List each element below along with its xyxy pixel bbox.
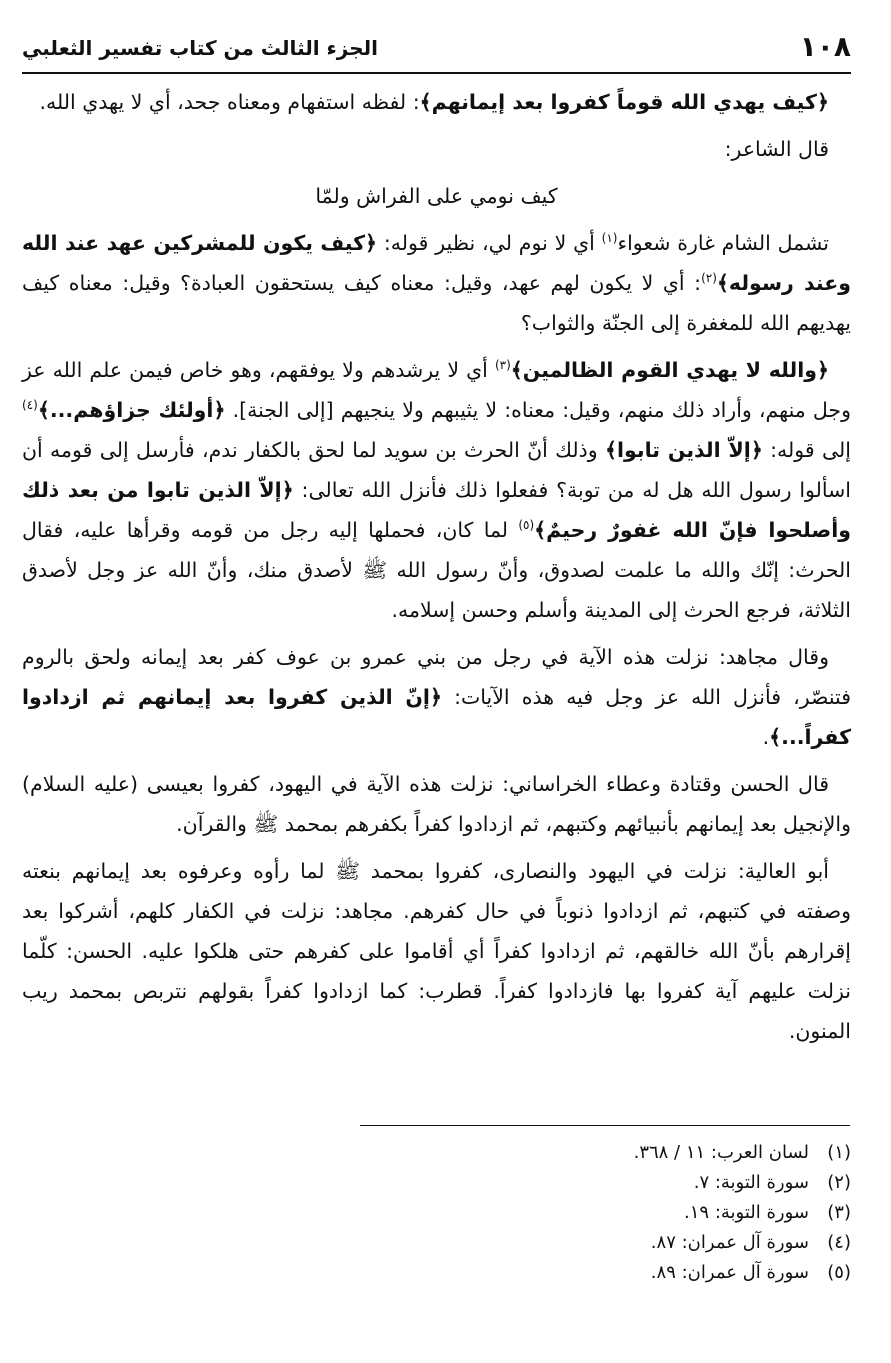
footnote-ref[interactable]: (٥) <box>518 518 535 533</box>
footnote-ref[interactable]: (١) <box>601 231 618 246</box>
footnote-text: لسان العرب: ١١ / ٣٦٨. <box>633 1142 809 1163</box>
footnote-number: (٣) <box>827 1202 851 1223</box>
quran-quote: ﴿كيف يكون للمشركين عهد عند الله وعند رسوله﴾ <box>22 231 851 295</box>
quran-quote: ﴿كيف يهدي الله قوماً كفروا بعد إيمانهم﴾ <box>419 90 829 114</box>
footnote-divider <box>360 1125 850 1126</box>
footnote-item <box>634 1168 851 1198</box>
poetry-verse: كيف نومي على الفراش ولمّا <box>315 184 558 208</box>
paragraph-4 <box>22 350 851 630</box>
quran-quote: ﴿والله لا يهدي القوم الظالمين﴾ <box>510 358 830 382</box>
footnote-ref[interactable]: (٣) <box>494 358 511 373</box>
paragraph-text: أي لا يرشدهم ولا يوفقهم، وهو خاص فيمن علم الله عز وجل منهم، وأراد ذلك منهم، وقيل: معناه: لا يثيبهم ولا ينجيهم [إلى الجنة]. <box>22 358 851 422</box>
quran-quote: ﴿إلاّ الذين تابوا﴾ <box>605 438 763 462</box>
footnote-ref[interactable]: (٤) <box>22 398 38 413</box>
quran-quote: ﴿إنّ الذين كفروا بعد إيمانهم ثم ازدادوا كفراً...﴾ <box>22 685 851 749</box>
paragraph-text: : لفظه استفهام ومعناه جحد، أي لا يهدي الله. <box>39 90 420 114</box>
paragraph-text: وقال مجاهد: نزلت هذه الآية في رجل من بني عمرو بن عوف كفر بعد إيمانه ولحق بالروم فتنصّر، فأنزل الله عز وجل فيه هذه الآيات: <box>22 645 851 709</box>
paragraph-text: وذلك أنّ الحرث بن سويد لما لحق بالكفار ندم، فأرسل إلى قومه أن اسألوا رسول الله هل له من توبة؟ ففعلوا ذلك فأنزل الله تعالى: <box>22 438 851 502</box>
paragraph-text: تشمل الشام غارة شعواء <box>617 231 829 255</box>
quran-quote: ﴿أولئك جزاؤهم...﴾ <box>37 398 226 422</box>
paragraph-text: لما كان، فحملها إليه رجل من قومه وقرأها عليه، فقال الحرث: إنّك والله ما علمت لصدوق، وأنّ رسول الله ﷺ لأصدق منك، وأنّ الله عز وجل لأصدق الثلاثة، فرجع الحرث إلى المدينة وأسلم وحسن إسلامه. <box>22 518 851 622</box>
paragraph-5 <box>22 637 851 757</box>
footnote-text: سورة آل عمران: ٨٧. <box>650 1232 809 1253</box>
page-header <box>22 28 851 74</box>
paragraph-text: : أي لا يكون لهم عهد، وقيل: معناه كيف يستحقون العبادة؟ وقيل: معناه كيف يهديهم الله للمغفرة إلى الجنّة والثواب؟ <box>22 271 851 335</box>
paragraph-text: أي لا نوم لي، نظير قوله: <box>377 231 602 255</box>
footnote-item <box>634 1138 851 1168</box>
quran-quote: ﴿إلاّ الذين تابوا من بعد ذلك وأصلحوا فإنّ الله غفورٌ رحيمٌ﴾ <box>22 478 851 542</box>
footnote-number: (١) <box>827 1142 851 1163</box>
paragraph-2: قال الشاعر: <box>724 137 829 161</box>
paragraph-text: . <box>762 725 770 749</box>
paragraph-7: أبو العالية: نزلت في اليهود والنصارى، كفروا بمحمد ﷺ لما رأوه وعرفوه بعد إيمانهم بنعته وصفته في كتبهم، ثم ازدادوا ذنوباً في حال كفرهم. مجاهد: نزلت في الكفار كلهم، أشركوا بعد إقرارهم بأنّ الله خالقهم، ثم ازدادوا كفراً أي أقاموا على كفرهم حتى هلكوا عليه. الحسن: كلّما نزلت عليهم آية كفروا بها فازدادوا كفراً. قطرب: كما ازدادوا كفراً بقولهم نتربص بمحمد ريب المنون. <box>22 859 851 1043</box>
footnote-item <box>634 1228 851 1258</box>
footnotes <box>634 1138 851 1288</box>
footnote-ref[interactable]: (٢) <box>701 271 717 286</box>
footnote-number: (٥) <box>827 1262 851 1283</box>
footnote-item <box>634 1258 851 1288</box>
paragraph-3 <box>22 223 851 343</box>
footnote-number: (٤) <box>827 1232 851 1253</box>
running-title: الجزء الثالث من كتاب تفسير الثعلبي <box>22 36 379 60</box>
paragraph-text: إلى قوله: <box>762 438 851 462</box>
page-number: ١٠٨ <box>799 30 851 63</box>
footnote-number: (٢) <box>827 1172 851 1193</box>
paragraph-1 <box>22 82 851 122</box>
footnote-text: سورة التوبة: ٧. <box>693 1172 809 1193</box>
footnote-text: سورة التوبة: ١٩. <box>684 1202 809 1223</box>
main-text <box>22 82 851 1058</box>
footnote-text: سورة آل عمران: ٨٩. <box>650 1262 809 1283</box>
paragraph-6: قال الحسن وقتادة وعطاء الخراساني: نزلت هذه الآية في اليهود، كفروا بعيسى (عليه السلام) والإنجيل بعد إيمانهم بأنبيائهم وكتبهم، ثم ازدادوا كفراً بكفرهم بمحمد ﷺ والقرآن. <box>22 772 851 836</box>
footnote-item <box>634 1198 851 1228</box>
